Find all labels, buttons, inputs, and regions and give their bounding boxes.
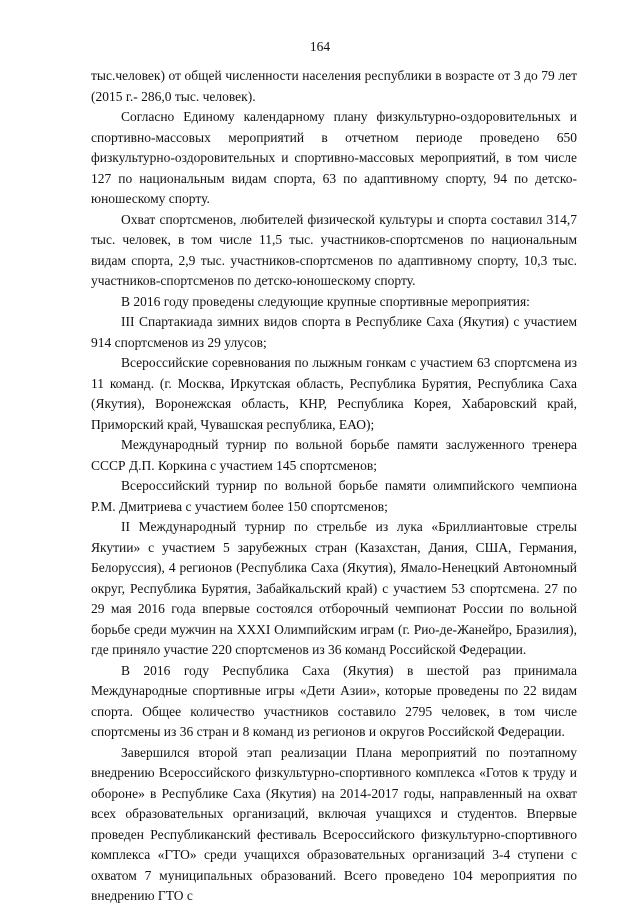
paragraph-archery-tournament: II Международный турнир по стрельбе из лука «Бриллиантовые стрелы Якутии» с участием 5 зарубежных стран (Казахстан, Дания, США, Германия, Белоруссия), 4 регионов (Республика Саха (Якутия), Ямало-Ненецкий Автономный округ, Республика Бурятия, Забайкальский край) с участием 53 спортсмена. 27 по 29 мая 2016 года впервые состоялся отборочный чемпионат России по вольной борьбе среди мужчин на XXXI Олимпийским играм (г. Рио-де-Жанейро, Бразилия), где приняло участие 220 спортсменов из 36 команд Российской Федерации. <box>91 519 577 657</box>
paragraph-gto-complex: Завершился второй этап реализации Плана мероприятий по поэтапному внедрению Всероссийского физкультурно-спортивного комплекса «Готов к труду и обороне» в Республике Саха (Якутия) на 2014-2017 годы, направленный на охват всех образовательных организаций, включая учащихся и студентов. Впервые проведен Республиканский фестиваль Всероссийского физкультурно-спортивного комплекса «ГТО» среди учащихся образовательных организаций 3-4 ступени с охватом 7 муниципальных образований. Всего проведено 104 мероприятия по внедрению ГТО с <box>91 744 577 903</box>
paragraph-winter-spartakiad: III Спартакиада зимних видов спорта в Республике Саха (Якутия) с участием 914 спортсменов из 29 улусов; <box>91 314 577 350</box>
paragraph-athlete-coverage: Охват спортсменов, любителей физической культуры и спорта составил 314,7 тыс. человек, в том числе 11,5 тыс. участников-спортсменов по национальным видам спорта, 2,9 тыс. участников-спортсменов по адаптивному спорту, 10,3 тыс. участников-спортсменов по детско-юношескому спорту. <box>91 211 577 288</box>
paragraph-sports-events-plan: Согласно Единому календарному плану физкультурно-оздоровительных и спортивно-массовых мероприятий в отчетном периоде проведено 650 физкультурно-оздоровительных и спортивно-массовых мероприятий, в том числе 127 по национальным видам спорта, 63 по адаптивному спорту, 94 по детско-юношескому спорту. <box>91 109 577 206</box>
paragraph-korkin-tournament: Международный турнир по вольной борьбе памяти заслуженного тренера СССР Д.П. Коркина с участием 145 спортсменов; <box>91 437 577 473</box>
page-number: 164 <box>309 39 331 54</box>
paragraph-dmitriev-tournament: Всероссийский турнир по вольной борьбе памяти олимпийского чемпиона Р.М. Дмитриева с участием более 150 спортсменов; <box>91 478 577 514</box>
paragraph-children-of-asia: В 2016 году Республика Саха (Якутия) в шестой раз принимала Международные спортивные игры «Дети Азии», которые проведены по 22 видам спорта. Общее количество участников составило 2795 человек, в том числе спортсмены из 36 стран и 8 команд из регионов и округов Российской Федерации. <box>91 662 577 739</box>
paragraph-continuation: тыс.человек) от общей численности населения республики в возрасте от 3 до 79 лет (2015 г.- 286,0 тыс. человек). <box>91 68 577 104</box>
paragraph-major-events-intro: В 2016 году проведены следующие крупные спортивные мероприятия: <box>121 293 530 309</box>
paragraph-ski-competition: Всероссийские соревнования по лыжным гонкам с участием 63 спортсмена из 11 команд. (г. Москва, Иркутская область, Республика Бурятия, Республика Саха (Якутия), Воронежская область, КНР, Республика Корея, Хабаровский край, Приморский край, Чувашская республика, ЕАО); <box>91 355 577 432</box>
document-body <box>91 66 577 907</box>
